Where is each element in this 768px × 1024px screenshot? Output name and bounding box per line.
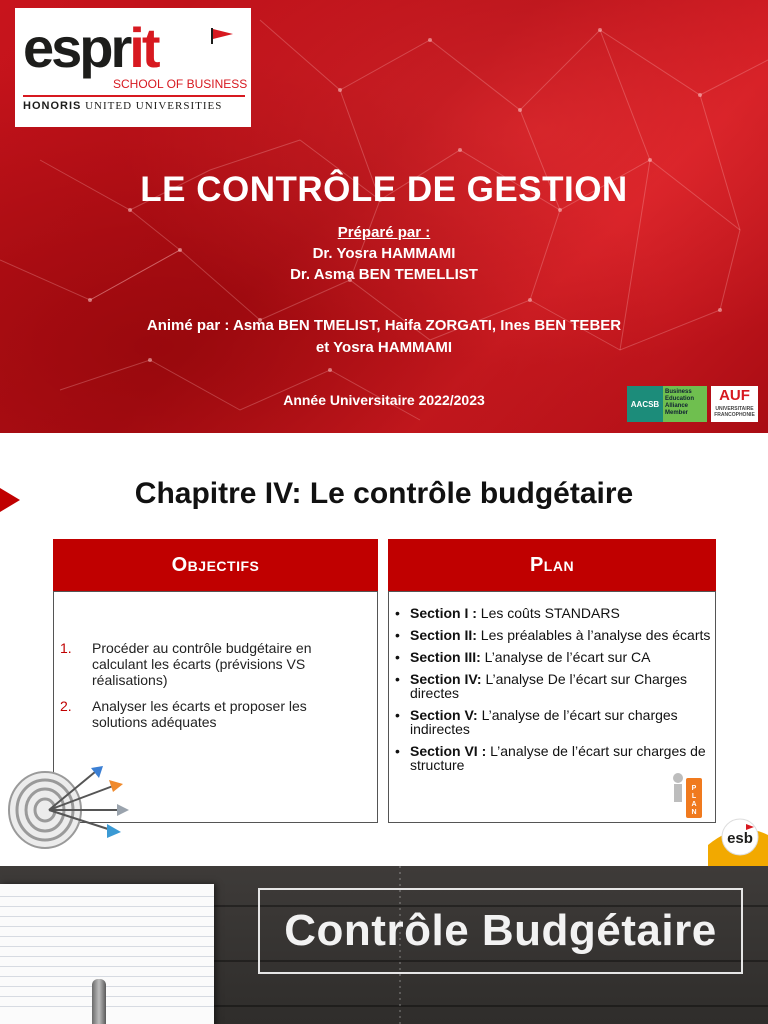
logo-subtitle: SCHOOL OF BUSINESS (113, 77, 248, 91)
list-item: • Section III: L’analyse de l’écart sur CA (395, 649, 651, 665)
aacsb-label: AACSB (630, 399, 660, 409)
notebook-image (0, 884, 214, 1024)
bullet-icon: • (395, 707, 400, 723)
list-text: Procéder au contrôle budgétaire en calculant les écarts (prévisions VS réalisations) (92, 640, 312, 688)
list-text: Analyser les écarts et proposer les solutions adéquates (92, 698, 307, 730)
section-slide (0, 866, 768, 1024)
objectives-heading (53, 539, 378, 591)
chapter-title: Chapitre IV: Le contrôle budgétaire (134, 477, 634, 510)
auf-sub: UNIVERSITAIRE FRANCOPHONIE (714, 406, 755, 418)
section-title: Contrôle Budgétaire (284, 906, 717, 955)
svg-text:esb: esb (727, 830, 753, 847)
author-2: Dr. Asma BEN TEMELLIST (290, 266, 478, 283)
prepared-by (0, 222, 768, 285)
svg-text:A: A (691, 801, 697, 808)
animated-line-2: et Yosra HAMMAMI (315, 339, 453, 356)
list-item: • Section II: Les préalables à l’analyse des écarts (395, 627, 711, 643)
list-item: • Section IV: L’analyse De l’écart sur Charges directes (395, 671, 688, 701)
plan-list (395, 606, 711, 780)
logo-wordmark: esprit (23, 16, 158, 79)
target-icon (5, 766, 131, 850)
plan-heading (388, 539, 716, 591)
auf-badge (711, 386, 758, 422)
bullet-icon: • (395, 627, 400, 643)
svg-text:L: L (691, 793, 697, 800)
academic-year: Année Universitaire 2022/2023 (283, 392, 485, 408)
esb-logo (708, 815, 768, 866)
author-1: Dr. Yosra HAMMAMI (312, 245, 456, 262)
objectives-heading-text: Objectifs (171, 554, 260, 576)
prepared-label: Préparé par : (337, 224, 431, 241)
pen-icon (92, 979, 106, 1024)
title-slide (0, 0, 768, 433)
animated-by (0, 315, 768, 359)
list-number: 2. (60, 698, 72, 714)
logo-honoris: HONORIS UNITED UNIVERSITIES (23, 100, 223, 112)
auf-label: AUF (719, 387, 750, 404)
list-item (60, 640, 365, 688)
bullet-icon: • (395, 671, 400, 687)
bullet-icon: • (395, 605, 400, 621)
bullet-icon: • (395, 743, 400, 759)
esprit-logo (15, 8, 251, 127)
aacsb-sub: Business Education Alliance Member (663, 386, 707, 422)
list-item: • Section I : Les coûts STANDARS (395, 605, 620, 621)
svg-text:P: P (691, 785, 697, 792)
svg-text:N: N (691, 809, 697, 816)
plan-figure-icon (666, 770, 710, 820)
bullet-icon: • (395, 649, 400, 665)
animated-line-1: Animé par : Asma BEN TMELIST, Haifa ZORGATI, Ines BEN TEBER (146, 317, 622, 334)
chapter-slide (0, 433, 768, 866)
section-title-box (258, 888, 743, 974)
list-item: • Section V: L’analyse de l’écart sur charges indirectes (395, 707, 678, 737)
plan-heading-text: Plan (529, 554, 575, 576)
objectives-list (60, 640, 365, 740)
presentation-title: LE CONTRÔLE DE GESTION (140, 170, 628, 209)
logo-divider (23, 95, 245, 97)
flag-icon (211, 28, 235, 44)
list-number: 1. (60, 640, 72, 656)
list-item (60, 698, 365, 730)
list-item: • Section VI : L’analyse de l’écart sur charges de structure (395, 743, 706, 773)
aacsb-badge (627, 386, 707, 422)
